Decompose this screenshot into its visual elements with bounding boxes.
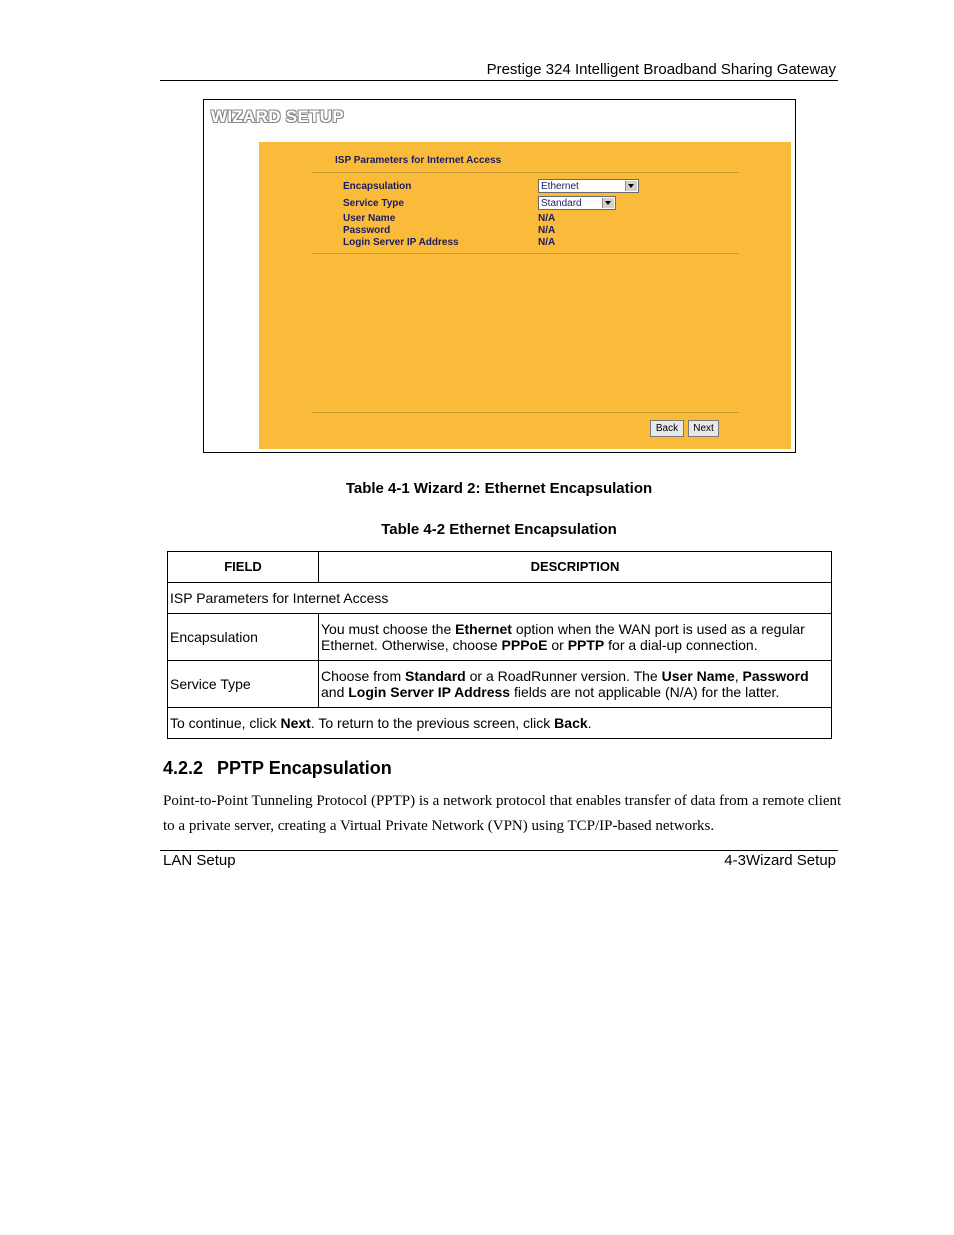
field-cell: Service Type [168, 661, 319, 708]
table-caption: Table 4-2 Ethernet Encapsulation [381, 521, 617, 538]
footer-chapter: LAN Setup [163, 852, 236, 869]
wizard-screenshot [203, 99, 796, 453]
field-cell: Encapsulation [168, 614, 319, 661]
wizard-panel [259, 142, 791, 449]
description-cell: Choose from Standard or a RoadRunner version. The User Name, Password and Login Server IP Address fields are not applicable (N/A) for the latter. [319, 661, 832, 708]
section-number: 4.2.2 [163, 758, 204, 778]
login-server-ip-label: Login Server IP Address [343, 237, 459, 248]
panel-divider-top [312, 172, 739, 173]
encapsulation-value: Ethernet [541, 181, 579, 192]
user-name-label: User Name [343, 213, 396, 224]
encapsulation-label: Encapsulation [343, 181, 412, 192]
chevron-down-icon[interactable] [625, 181, 637, 191]
service-type-label: Service Type [343, 198, 404, 209]
column-header-description: DESCRIPTION [319, 552, 832, 583]
table-row [168, 661, 832, 708]
section-paragraph: Point-to-Point Tunneling Protocol (PPTP) is a network protocol that enables transfer of data from a remote client to a private server, creating a Virtual Private Network (VPN) using TCP/IP-based networks. [163, 793, 842, 834]
password-value: N/A [538, 225, 556, 236]
table-row [168, 583, 832, 614]
column-header-field: FIELD [168, 552, 319, 583]
footer-rule [160, 850, 838, 851]
table-row [168, 708, 832, 739]
ethernet-encapsulation-table [167, 551, 832, 739]
service-type-value: Standard [541, 198, 582, 209]
next-button[interactable]: Next [688, 420, 719, 437]
panel-divider-bottom [312, 412, 739, 413]
panel-divider-middle [312, 253, 739, 254]
header-rule [160, 80, 838, 81]
wizard-title: WIZARD SETUP [211, 107, 344, 126]
description-cell: You must choose the Ethernet option when the WAN port is used as a regular Ethernet. Otherwise, choose PPPoE or PPTP for a dial-up connection. [319, 614, 832, 661]
table-header-row [168, 552, 832, 583]
figure-caption: Table 4-1 Wizard 2: Ethernet Encapsulation [345, 480, 653, 497]
page-header-title: Prestige 324 Intelligent Broadband Sharing Gateway [486, 61, 836, 78]
password-label: Password [343, 225, 391, 236]
service-type-select[interactable] [538, 196, 616, 210]
chevron-down-icon[interactable] [602, 198, 614, 208]
isp-section-title: ISP Parameters for Internet Access [335, 155, 502, 166]
section-row-cell: ISP Parameters for Internet Access [168, 583, 832, 614]
table-row [168, 614, 832, 661]
back-button[interactable]: Back [650, 420, 684, 437]
table-footer-cell: To continue, click Next. To return to the previous screen, click Back. [168, 708, 832, 739]
user-name-value: N/A [538, 213, 556, 224]
login-server-ip-value: N/A [538, 237, 556, 248]
section-title: PPTP Encapsulation [217, 758, 392, 778]
section-heading [163, 758, 392, 779]
encapsulation-select[interactable] [538, 179, 639, 193]
footer-page-number: 4-3Wizard Setup [724, 852, 836, 869]
